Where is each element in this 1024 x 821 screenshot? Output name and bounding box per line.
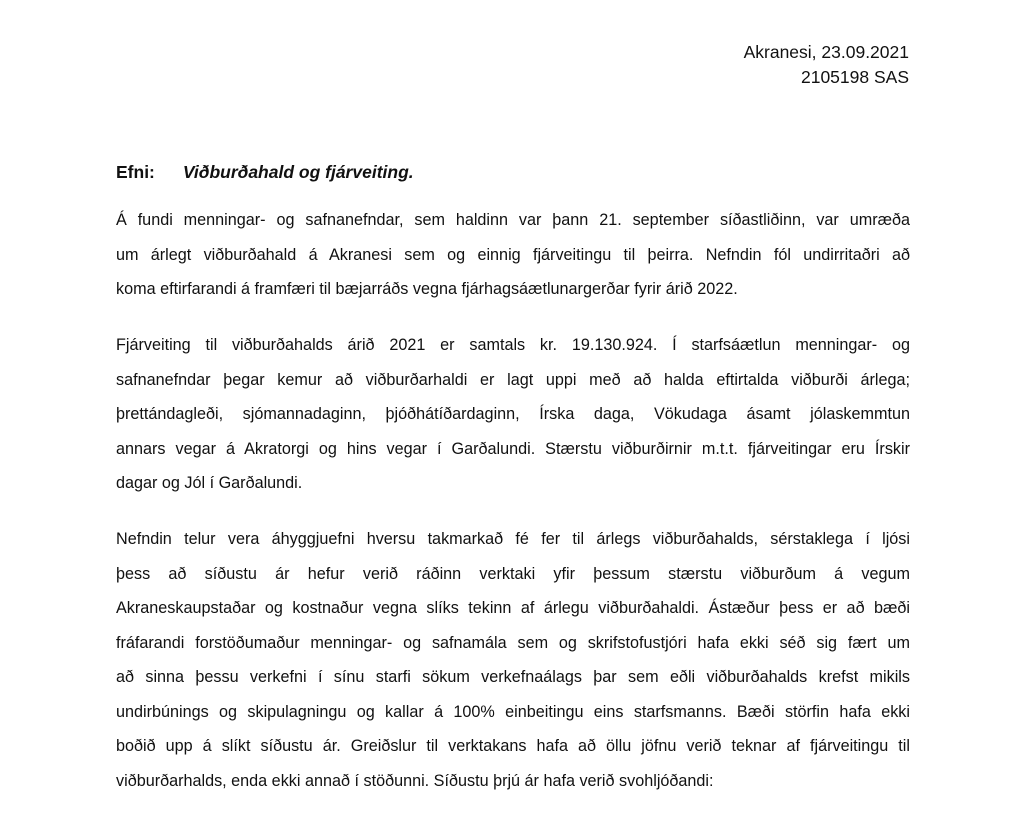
paragraph-line: annars vegar á Akratorgi og hins vegar í Garðalundi. Stærstu viðburðirnir m.t.t. fjárveitingar eru Írskir	[116, 439, 910, 458]
subject-line	[116, 160, 414, 185]
reference-number: 2105198 SAS	[800, 67, 909, 87]
letter-header	[744, 40, 909, 90]
paragraph-line: þrettándagleði, sjómannadaginn, þjóðhátíðardaginn, Írska daga, Vökudaga ásamt jólaskemmtun	[116, 405, 910, 423]
paragraph-line: að sinna þessu verkefni í sínu starfi sökum verkefnaálags þar sem eðli viðburðahalds krefst mikils	[116, 668, 910, 686]
paragraph-line: Nefndin telur vera áhyggjuefni hversu takmarkað fé fer til árlegs viðburðahalds, sérstaklega í ljósi	[116, 530, 910, 548]
subject-title: Viðburðahald og fjárveiting.	[182, 162, 414, 182]
paragraph-line: viðburðarhalds, enda ekki annað í stöðunni. Síðustu þrjú ár hafa verið svohljóðandi:	[116, 771, 714, 790]
paragraph-line: Akraneskaupstaðar og kostnaður vegna slíks tekinn af árlegu viðburðahaldi. Ástæður þess er að bæði	[116, 599, 910, 617]
paragraph-line: boðið upp á slíkt síðustu ár. Greiðslur til verktakans hafa að öllu jöfnu verið teknar af fjárveitingu til	[116, 737, 910, 755]
paragraph-line: Fjárveiting til viðburðahalds árið 2021 er samtals kr. 19.130.924. Í starfsáætlun menningar- og	[116, 336, 910, 354]
subject-label: Efni:	[116, 162, 155, 182]
paragraph-line: dagar og Jól í Garðalundi.	[116, 474, 303, 492]
paragraph-2	[116, 328, 910, 501]
place-date: Akranesi, 23.09.2021	[743, 42, 909, 62]
paragraph-line: um árlegt viðburðahald á Akranesi sem og einnig fjárveitingu til þeirra. Nefndin fól undirritaðri að	[116, 245, 910, 264]
paragraph-3	[116, 522, 910, 798]
paragraph-line: koma eftirfarandi á framfæri til bæjarráðs vegna fjárhagsáætlunargerðar fyrir árið 2022.	[116, 280, 738, 298]
paragraph-line: Á fundi menningar- og safnanefndar, sem haldinn var þann 21. september síðastliðinn, var umræða	[116, 211, 910, 229]
paragraph-line: safnanefndar þegar kemur að viðburðarhaldi er lagt uppi með að halda eftirtalda viðburði árlega;	[116, 370, 910, 389]
paragraph-1	[116, 203, 910, 307]
paragraph-line: undirbúnings og skipulagningu og kallar á 100% einbeitingu eins starfsmanns. Bæði störfin hafa ekki	[116, 702, 910, 721]
paragraph-line: þess að síðustu ár hefur verið ráðinn verktaki yfir þessum stærstu viðburðum á vegum	[116, 564, 910, 583]
paragraph-line: fráfarandi forstöðumaður menningar- og safnamála sem og skrifstofustjóri hafa ekki séð sig fært um	[116, 633, 910, 652]
